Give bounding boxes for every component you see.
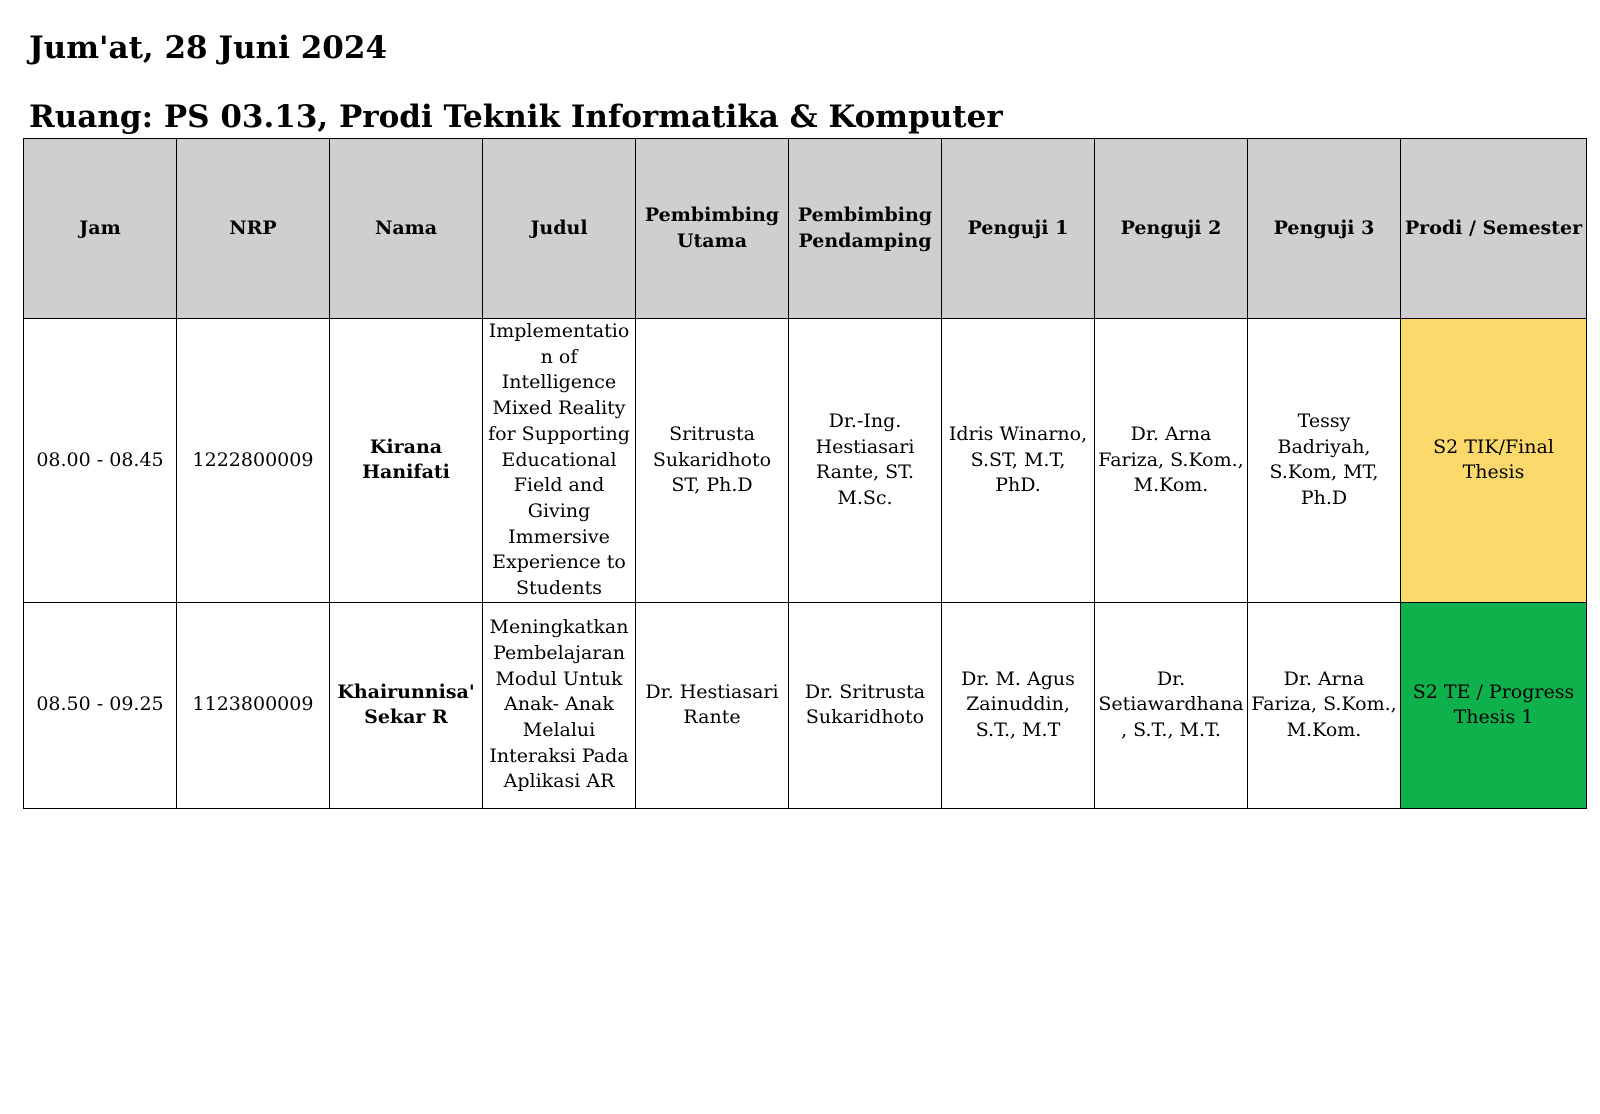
column-header-nrp: NRP	[177, 139, 330, 319]
column-header-pembimbing-pendamping: Pembimbing Pendamping	[789, 139, 942, 319]
column-header-pembimbing-utama: Pembimbing Utama	[636, 139, 789, 319]
cell-nama: Khairunnisa' Sekar R	[330, 602, 483, 808]
column-header-nama: Nama	[330, 139, 483, 319]
cell-penguji-3: Tessy Badriyah, S.Kom, MT, Ph.D	[1248, 319, 1401, 603]
table-header-row	[24, 139, 1587, 319]
cell-pembimbing-pendamping: Dr. Sritrusta Sukaridhoto	[789, 602, 942, 808]
column-header-penguji-3: Penguji 3	[1248, 139, 1401, 319]
cell-judul: Meningkatkan Pembelajaran Modul Untuk Anak- Anak Melalui Interaksi Pada Aplikasi AR	[483, 602, 636, 808]
schedule-table	[23, 138, 1587, 809]
cell-pembimbing-pendamping: Dr.-Ing. Hestiasari Rante, ST. M.Sc.	[789, 319, 942, 603]
cell-jam: 08.00 - 08.45	[24, 319, 177, 603]
column-header-jam: Jam	[24, 139, 177, 319]
cell-prodi-semester: S2 TIK/Final Thesis	[1401, 319, 1587, 603]
cell-penguji-1: Idris Winarno, S.ST, M.T, PhD.	[942, 319, 1095, 603]
cell-judul: Implementation of Intelligence Mixed Reality for Supporting Educational Field and Giving Immersive Experience to Students	[483, 319, 636, 603]
table-row	[24, 319, 1587, 603]
column-header-penguji-2: Penguji 2	[1095, 139, 1248, 319]
column-header-penguji-1: Penguji 1	[942, 139, 1095, 319]
cell-nrp: 1222800009	[177, 319, 330, 603]
column-header-prodi-semester: Prodi / Semester	[1401, 139, 1587, 319]
date-heading: Jum'at, 28 Juni 2024	[29, 30, 388, 66]
column-header-judul: Judul	[483, 139, 636, 319]
cell-penguji-1: Dr. M. Agus Zainuddin, S.T., M.T	[942, 602, 1095, 808]
cell-penguji-2: Dr. Arna Fariza, S.Kom., M.Kom.	[1095, 319, 1248, 603]
cell-jam: 08.50 - 09.25	[24, 602, 177, 808]
room-heading: Ruang: PS 03.13, Prodi Teknik Informatika & Komputer	[29, 99, 1003, 135]
cell-nama: Kirana Hanifati	[330, 319, 483, 603]
cell-nrp: 1123800009	[177, 602, 330, 808]
cell-prodi-semester: S2 TE / Progress Thesis 1	[1401, 602, 1587, 808]
cell-pembimbing-utama: Dr. Hestiasari Rante	[636, 602, 789, 808]
table-row	[24, 602, 1587, 808]
cell-penguji-3: Dr. Arna Fariza, S.Kom., M.Kom.	[1248, 602, 1401, 808]
cell-penguji-2: Dr. Setiawardhana, S.T., M.T.	[1095, 602, 1248, 808]
cell-pembimbing-utama: Sritrusta Sukaridhoto ST, Ph.D	[636, 319, 789, 603]
